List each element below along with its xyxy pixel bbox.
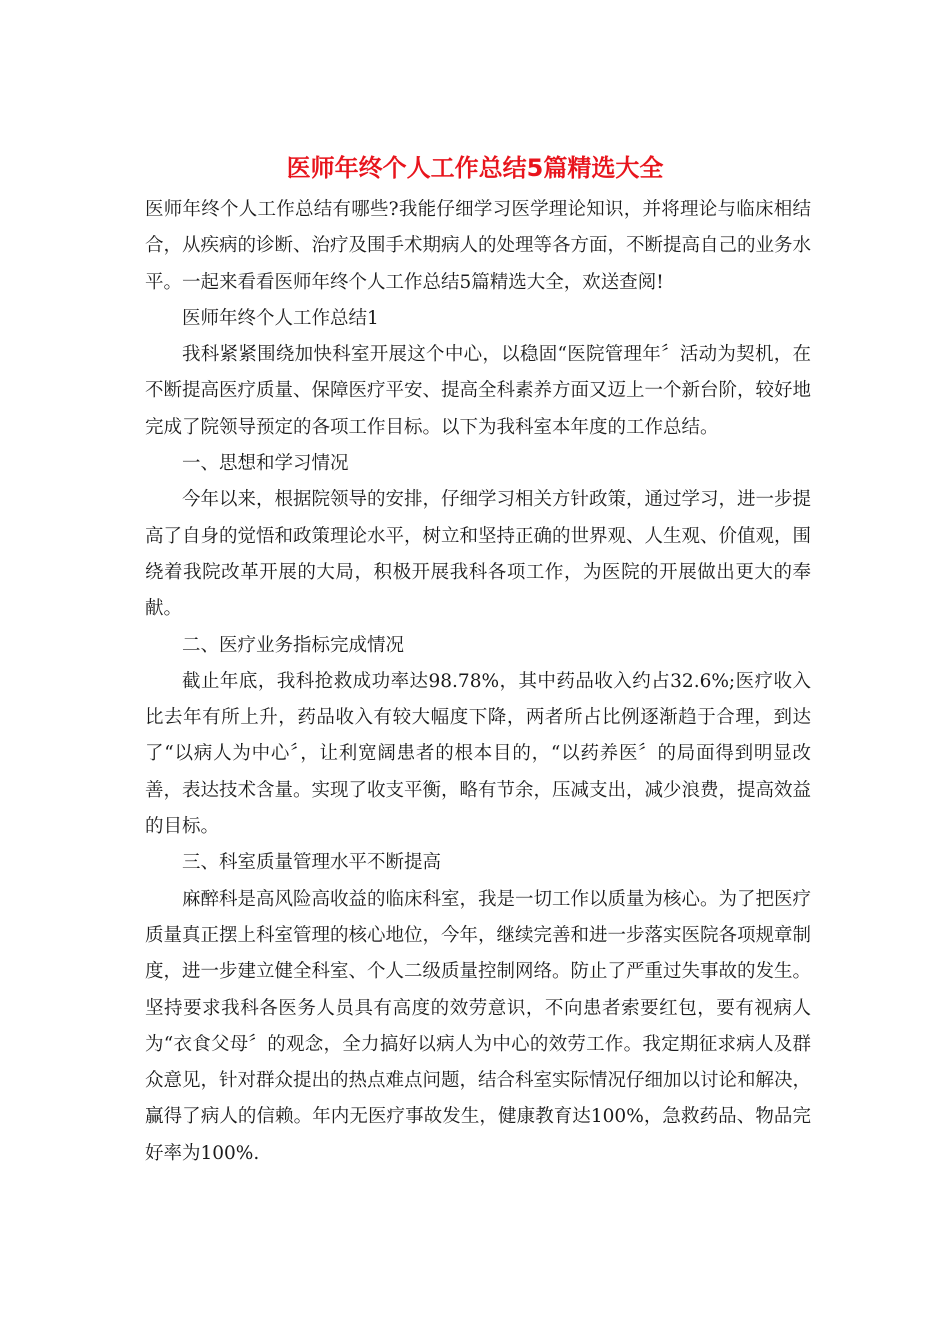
body-paragraph: 麻醉科是高风险高收益的临床科室，我是一切工作以质量为核心。为了把医疗质量真正摆上科室管理的核心地位，今年，继续完善和进一步落实医院各项规章制度，进一步建立健全科室、个人二级质量控制网络。防止了严重过失事故的发生。坚持要求我科各医务人员具有高度的效劳意识，不向患者索要红包，要有视病人为“衣食父母〞的观念，全力搞好以病人为中心的效劳工作。我定期征求病人及群众意见，针对群众提出的热点难点问题，结合科室实际情况仔细加以讨论和解决，赢得了病人的信赖。年内无医疗事故发生，健康教育达100%，急救药品、物品完好率为100%. <box>145 888 812 1164</box>
body-paragraph: 截止年底，我科抢救成功率达98.78%，其中药品收入约占32.6%;医疗收入比去年有所上升，药品收入有较大幅度下降，两者所占比例逐渐趋于合理，到达了“以病人为中心〞，让利宽阔患者的根本目的，“以药养医〞的局面得到明显改善，表达技术含量。实现了收支平衡，略有节余，压减支出，减少浪费，提高效益的目标。 <box>145 670 812 838</box>
section-heading: 二、医疗业务指标完成情况 <box>182 634 405 656</box>
document-body <box>145 192 811 1172</box>
section-heading: 三、科室质量管理水平不断提高 <box>182 852 442 874</box>
section-heading: 医师年终个人工作总结1 <box>182 307 379 329</box>
document-title: 医师年终个人工作总结5篇精选大全 <box>286 154 664 182</box>
intro-paragraph: 医师年终个人工作总结有哪些?我能仔细学习医学理论知识，并将理论与临床相结合，从疾病的诊断、治疗及围手术期病人的处理等各方面，不断提高自己的业务水平。一起来看看医师年终个人工作总结5篇精选大全，欢送查阅! <box>145 199 812 293</box>
body-paragraph: 今年以来，根据院领导的安排，仔细学习相关方针政策，通过学习，进一步提高了自身的觉悟和政策理论水平，树立和坚持正确的世界观、人生观、价值观，围绕着我院改革开展的大局，积极开展我科各项工作，为医院的开展做出更大的奉献。 <box>145 489 812 620</box>
body-paragraph: 我科紧紧围绕加快科室开展这个中心，以稳固“医院管理年〞活动为契机，在不断提高医疗质量、保障医疗平安、提高全科素养方面又迈上一个新台阶，较好地完成了院领导预定的各项工作目标。以下为我科室本年度的工作总结。 <box>145 344 812 438</box>
section-heading: 一、思想和学习情况 <box>182 453 349 475</box>
